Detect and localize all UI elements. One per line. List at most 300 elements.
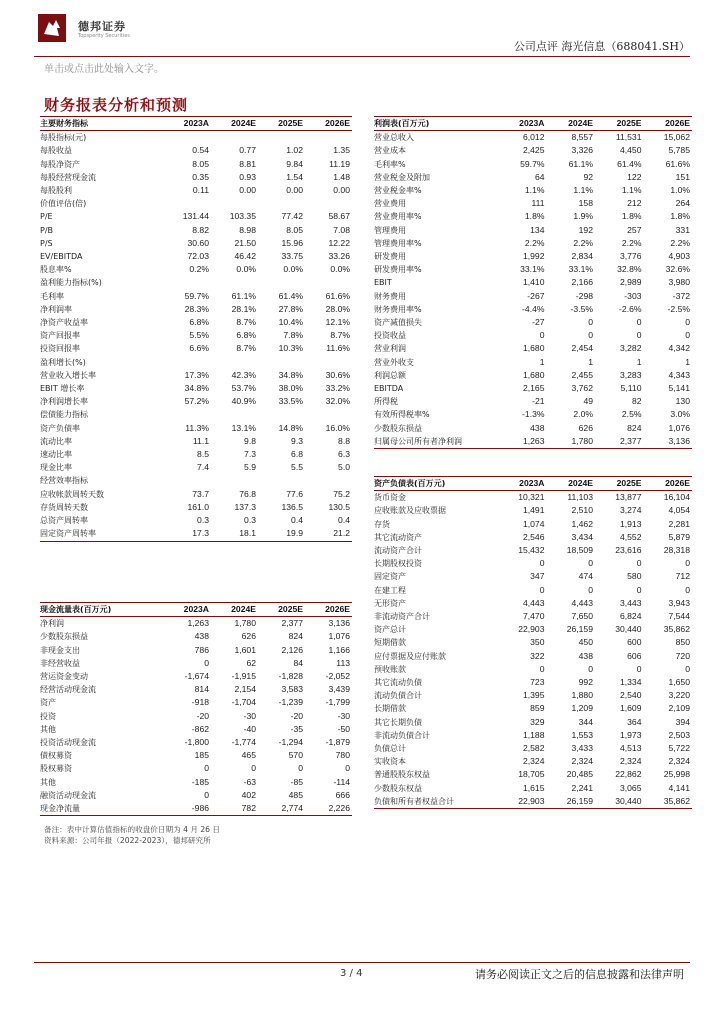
table-row: [40, 382, 352, 395]
table-cell: 22,903: [498, 795, 547, 809]
table-cell: 1,074: [522, 518, 545, 529]
row-label: 投资活动现金流: [40, 738, 96, 748]
table-cell: 0: [685, 663, 690, 674]
table-cell: 1,680: [522, 343, 545, 354]
table-row: [374, 210, 692, 223]
table-cell: 4,450: [619, 145, 642, 156]
table-cell: 16.0%: [325, 422, 350, 433]
table-cell: 212: [627, 198, 642, 209]
table-cell: 859: [530, 703, 545, 714]
table-cell: 0: [204, 763, 209, 774]
table-cell: [258, 197, 305, 210]
row-label: 利润总额: [374, 370, 406, 380]
table-cell: 1,209: [571, 703, 593, 714]
table-cell: 2,377: [595, 435, 644, 449]
table-cell: -3.5%: [570, 303, 593, 314]
table-cell: 438: [194, 631, 209, 642]
table-row: [374, 435, 692, 449]
table-cell: 28.3%: [184, 303, 209, 314]
table-cell: 33.26: [328, 251, 350, 262]
table-cell: 5.9: [244, 462, 256, 473]
table-cell: 2,774: [258, 802, 305, 816]
table-cell: 5,110: [620, 383, 642, 394]
table-cell: 20,485: [566, 769, 593, 780]
row-label: P/B: [40, 225, 54, 235]
table-row: [374, 184, 692, 197]
table-cell: 1.8%: [524, 211, 545, 222]
table-cell: 2,546: [522, 531, 545, 542]
table-cell: 9.3: [291, 435, 303, 446]
table-cell: [211, 356, 258, 369]
table-cell: 30,440: [595, 795, 644, 809]
row-label: 财务费用率%: [374, 304, 422, 314]
table-cell: 814: [194, 684, 209, 695]
table-cell: 21.2: [305, 527, 352, 541]
table-cell: 3,136: [644, 435, 693, 449]
row-label: 每股指标(元): [40, 133, 87, 143]
table-cell: 11,103: [567, 492, 593, 503]
table-cell: 786: [194, 644, 209, 655]
table-cell: -35: [290, 723, 303, 734]
table-cell: -298: [575, 290, 593, 301]
table-cell: 11.6%: [326, 343, 350, 354]
table-cell: [164, 131, 211, 145]
table-cell: 850: [675, 637, 690, 648]
table-row: [40, 736, 352, 749]
table-cell: -1,799: [325, 697, 350, 708]
year-header: 2024E: [211, 603, 258, 617]
year-header: 2026E: [644, 477, 693, 491]
table-cell: 1,992: [522, 251, 545, 262]
table-cell: 1,780: [547, 435, 596, 449]
table-cell: 73.7: [192, 488, 209, 499]
table-cell: 3,943: [668, 597, 690, 608]
table-row: [374, 342, 692, 355]
table-cell: 1,601: [234, 644, 256, 655]
table-cell: 192: [578, 224, 593, 235]
table-row: [374, 504, 692, 517]
table-cell: 1,334: [619, 677, 642, 688]
table-cell: 5.5: [291, 462, 303, 473]
row-label: 营业收入增长率: [40, 370, 96, 380]
footer-divider: [34, 962, 690, 963]
table-cell: [258, 356, 305, 369]
row-label: 在建工程: [374, 585, 406, 595]
table-cell: 2,241: [571, 782, 593, 793]
table-cell: 0.93: [239, 171, 256, 182]
table-cell: 7.8%: [283, 330, 303, 341]
table-cell: 782: [211, 802, 258, 816]
report-header-title: 公司点评 海光信息（688041.SH）: [513, 40, 690, 53]
table-cell: [305, 197, 352, 210]
table-cell: 0: [685, 317, 690, 328]
row-label: 固定资产周转率: [40, 527, 164, 541]
table-row: [374, 369, 692, 382]
row-label: 应付票据及应付账款: [374, 651, 446, 661]
row-label: 资产: [40, 698, 56, 708]
table-cell: 72.03: [187, 251, 209, 262]
table-cell: 8.98: [239, 224, 256, 235]
table-cell: 3,136: [328, 618, 350, 629]
row-label: 速动比率: [40, 450, 72, 460]
table-cell: 2,324: [668, 756, 690, 767]
note-valuation-date: 备注：表中计算估值指标的收盘价日期为 4 月 26 日: [44, 825, 221, 834]
table-cell: -4.4%: [522, 303, 545, 314]
table-cell: 2,503: [668, 729, 690, 740]
row-label: 固定资产: [374, 572, 406, 582]
table-cell: 7,544: [668, 611, 690, 622]
row-label: 现金比率: [40, 463, 72, 473]
table-header-row: [374, 477, 692, 491]
row-label: 净利润: [40, 619, 64, 629]
table-cell: 264: [675, 198, 690, 209]
table-cell: 35,862: [644, 795, 693, 809]
table-row: [374, 395, 692, 408]
table-cell: 0: [345, 763, 350, 774]
table-cell: 2.5%: [621, 409, 642, 420]
table-cell: 344: [578, 716, 593, 727]
table-cell: 49: [583, 396, 593, 407]
table-cell: 0: [588, 330, 593, 341]
table-cell: 1,553: [571, 729, 593, 740]
table-cell: 8.81: [239, 158, 256, 169]
table-cell: 1.1%: [621, 185, 642, 196]
table-cell: 38.0%: [278, 383, 303, 394]
table-cell: 33.1%: [520, 264, 545, 275]
row-label: 预收账款: [374, 664, 406, 674]
table-cell: 0.00: [286, 185, 303, 196]
table-cell: 1,609: [619, 703, 642, 714]
table-cell: 14.8%: [278, 422, 303, 433]
table-cell: 364: [627, 716, 642, 727]
table-row: [40, 237, 352, 250]
header-divider: [34, 56, 690, 57]
table-row: [374, 676, 692, 689]
row-label: 研发费用率%: [374, 265, 422, 275]
company-logo: [38, 14, 158, 44]
row-label: 流动比率: [40, 436, 72, 446]
table-cell: 0.11: [192, 185, 209, 196]
table-cell: 185: [194, 750, 209, 761]
table-row: [374, 742, 692, 755]
table-cell: 0.00: [239, 185, 256, 196]
table-cell: 53.7%: [231, 383, 256, 394]
placeholder-text[interactable]: 单击或点击此处输入文字。: [44, 64, 164, 75]
table-cell: 0: [685, 558, 690, 569]
table-cell: 92: [583, 171, 593, 182]
table-cell: 7,470: [522, 611, 545, 622]
table-row: [374, 716, 692, 729]
table-cell: 0: [204, 789, 209, 800]
table-row: [40, 224, 352, 237]
table-cell: 322: [530, 650, 545, 661]
row-label: 应收帐款周转天数: [40, 489, 104, 499]
table-cell: 2,166: [571, 277, 593, 288]
table-cell: 0.4: [291, 515, 303, 526]
row-label: 资产总计: [374, 625, 406, 635]
row-label: 净利润增长率: [40, 397, 88, 407]
table-row: [374, 171, 692, 184]
table-cell: 7.4: [197, 462, 209, 473]
row-label: 长期借款: [374, 704, 406, 714]
table-cell: 61.1%: [231, 290, 256, 301]
table-cell: 1.1%: [573, 185, 593, 196]
table-header-row: [40, 603, 352, 617]
table-title: 主要财务指标: [40, 117, 164, 131]
table-cell: 2,582: [522, 743, 545, 754]
table-row: [40, 184, 352, 197]
table-cell: -986: [164, 802, 211, 816]
row-label: 每股净资产: [40, 159, 80, 169]
row-label: 资产减值损失: [374, 318, 422, 328]
table-cell: 2,324: [619, 756, 642, 767]
row-label: 营业费用: [374, 199, 406, 209]
table-cell: 8.7%: [236, 317, 256, 328]
table-row: [40, 197, 352, 210]
table-cell: 450: [578, 637, 593, 648]
table-cell: 17.3%: [184, 369, 209, 380]
row-label: 有效所得税率%: [374, 410, 430, 420]
row-label: 资产回报率: [40, 331, 80, 341]
table-cell: 8.82: [192, 224, 209, 235]
page-number: 3 / 4: [340, 968, 363, 979]
table-cell: 2,540: [619, 690, 642, 701]
table-cell: 76.8: [239, 488, 256, 499]
table-cell: [211, 276, 258, 289]
table-cell: 0: [685, 330, 690, 341]
table-cell: -1,915: [231, 671, 256, 682]
table-cell: 1,076: [668, 422, 690, 433]
table-row: [374, 795, 692, 809]
row-label: 存货: [374, 519, 390, 529]
table-row: [40, 158, 352, 171]
table-row: [374, 263, 692, 276]
table-cell: -862: [191, 723, 209, 734]
table-cell: 2,455: [571, 369, 593, 380]
row-label: EBIT: [374, 278, 392, 288]
table-row: [374, 623, 692, 636]
row-label: 普通股股东权益: [374, 770, 430, 780]
row-label: EBITDA: [374, 384, 404, 394]
table-cell: 2,226: [305, 802, 352, 816]
table-cell: 1,188: [522, 729, 545, 740]
table-cell: 26,159: [547, 795, 596, 809]
table-cell: 2,377: [281, 618, 303, 629]
table-cell: 2,324: [522, 756, 545, 767]
row-label: 财务费用: [374, 291, 406, 301]
table-cell: 17.3: [164, 527, 211, 541]
table-row: [40, 501, 352, 514]
table-cell: 77.42: [281, 211, 303, 222]
table-cell: 0: [588, 584, 593, 595]
row-label: 非经营收益: [40, 658, 80, 668]
table-cell: 350: [530, 637, 545, 648]
year-header: 2023A: [164, 603, 211, 617]
table-cell: 30.6%: [325, 369, 350, 380]
table-cell: 992: [578, 677, 593, 688]
row-label: 总资产周转率: [40, 516, 88, 526]
logo-english-text: Topsperity Securities: [78, 33, 130, 39]
table-cell: 2.2%: [573, 237, 593, 248]
balance-sheet-table: [374, 476, 692, 809]
table-cell: 57.2%: [184, 396, 209, 407]
table-cell: 1.1%: [524, 185, 545, 196]
table-row: [374, 518, 692, 531]
table-row: [40, 789, 352, 802]
table-row: [374, 290, 692, 303]
table-cell: 1,263: [187, 618, 209, 629]
row-label: 管理费用率%: [374, 238, 422, 248]
row-label: 归属母公司所有者净利润: [374, 435, 498, 449]
table-cell: 7,650: [571, 611, 593, 622]
table-cell: 4,443: [522, 597, 545, 608]
table-cell: 438: [530, 422, 545, 433]
table-cell: 2,834: [571, 251, 593, 262]
table-row: [40, 630, 352, 643]
table-row: [374, 782, 692, 795]
table-cell: 824: [627, 422, 642, 433]
row-label: 经营效率指标: [40, 476, 88, 486]
table-cell: 580: [627, 571, 642, 582]
table-cell: 0.2%: [189, 264, 209, 275]
table-cell: 151: [675, 171, 690, 182]
row-label: 毛利率%: [374, 159, 406, 169]
section-title: 财务报表分析和预测: [44, 96, 189, 114]
footer-disclaimer: 请务必阅读正文之后的信息披露和法律声明: [475, 968, 684, 981]
table-row: [40, 131, 352, 145]
row-label: 流动资产合计: [374, 546, 422, 556]
table-cell: 131.44: [182, 211, 209, 222]
row-label: 融资活动现金流: [40, 790, 96, 800]
table-cell: 61.1%: [568, 158, 593, 169]
table-cell: [211, 131, 258, 145]
table-row: [374, 544, 692, 557]
table-cell: 6.8%: [236, 330, 256, 341]
table-cell: 33.5%: [278, 396, 303, 407]
year-header: 2023A: [164, 117, 211, 131]
table-cell: 824: [288, 631, 303, 642]
table-cell: 8.7%: [330, 330, 350, 341]
row-label: 营业外收支: [374, 357, 414, 367]
table-cell: 1.35: [333, 145, 350, 156]
table-cell: 0: [588, 317, 593, 328]
note-source: 资料来源：公司年报（2022-2023），德邦研究所: [44, 836, 211, 845]
table-row: [374, 610, 692, 623]
table-cell: 1,263: [498, 435, 547, 449]
row-label: 其他: [40, 777, 56, 787]
table-cell: 600: [627, 637, 642, 648]
table-cell: 8.5: [197, 449, 209, 460]
logo-text: 德邦证券: [78, 20, 126, 33]
row-label: 营业成本: [374, 146, 406, 156]
table-cell: 0: [251, 763, 256, 774]
table-cell: 720: [675, 650, 690, 661]
table-row: [40, 290, 352, 303]
table-row: [40, 369, 352, 382]
table-cell: 2,165: [522, 383, 545, 394]
table-cell: -20: [196, 710, 209, 721]
table-cell: 6.8%: [189, 317, 209, 328]
table-cell: 0: [539, 663, 545, 674]
table-row: [40, 776, 352, 789]
table-cell: 257: [627, 224, 642, 235]
row-label: 偿债能力指标: [40, 410, 88, 420]
row-label: 盈利增长(%): [40, 357, 86, 367]
table-row: [40, 329, 352, 342]
table-cell: 13.1%: [231, 422, 256, 433]
table-cell: 0: [636, 663, 642, 674]
table-cell: 15.96: [281, 237, 303, 248]
table-row: [374, 597, 692, 610]
row-label: 少数股东损益: [40, 632, 88, 642]
table-cell: -1,828: [278, 671, 303, 682]
table-cell: 1,913: [619, 518, 642, 529]
table-row: [374, 316, 692, 329]
table-row: [40, 356, 352, 369]
table-cell: 0.0%: [236, 264, 256, 275]
table-row: [374, 636, 692, 649]
row-label: 所得税: [374, 397, 398, 407]
table-cell: 10.3%: [278, 343, 303, 354]
year-header: 2025E: [595, 477, 644, 491]
table-cell: -114: [333, 776, 350, 787]
table-cell: 0.3: [197, 515, 209, 526]
table-cell: 626: [241, 631, 256, 642]
table-cell: 4,342: [668, 343, 690, 354]
table-cell: 1: [588, 356, 593, 367]
table-cell: 0.35: [192, 171, 209, 182]
table-cell: 84: [293, 657, 303, 668]
table-row: [40, 696, 352, 709]
table-cell: 570: [288, 750, 303, 761]
table-cell: [305, 408, 352, 421]
table-cell: 3,220: [668, 690, 690, 701]
table-cell: -2.5%: [667, 303, 690, 314]
table-cell: -1,800: [184, 737, 209, 748]
table-cell: 28,318: [663, 545, 690, 556]
row-label: 存货周转天数: [40, 502, 88, 512]
row-label: P/S: [40, 238, 53, 248]
table-cell: 6.3: [338, 449, 350, 460]
logo-mark-icon: [38, 14, 66, 42]
table-cell: -40: [243, 723, 256, 734]
table-cell: 3,776: [619, 251, 642, 262]
table-cell: 485: [288, 789, 303, 800]
row-label: 净利润率: [40, 304, 72, 314]
table-cell: 2,324: [571, 756, 593, 767]
row-label: 非流动资产合计: [374, 612, 430, 622]
table-cell: 33.1%: [568, 264, 593, 275]
table-cell: 5,785: [668, 145, 690, 156]
table-cell: [211, 474, 258, 487]
table-cell: -1,879: [325, 737, 350, 748]
table-cell: [305, 131, 352, 145]
table-cell: -1,774: [231, 737, 256, 748]
table-cell: 130.5: [328, 501, 350, 512]
table-cell: 22,903: [518, 624, 545, 635]
table-cell: 8,557: [571, 132, 593, 143]
table-cell: -267: [527, 290, 545, 301]
table-row: [40, 144, 352, 157]
table-row: [40, 461, 352, 474]
table-cell: 158: [578, 198, 593, 209]
row-label: 营业税金及附加: [374, 172, 430, 182]
table-cell: 0: [588, 663, 593, 674]
table-cell: [164, 408, 211, 421]
table-cell: 32.8%: [617, 264, 642, 275]
table-cell: -1,294: [278, 737, 303, 748]
table-row: [40, 303, 352, 316]
